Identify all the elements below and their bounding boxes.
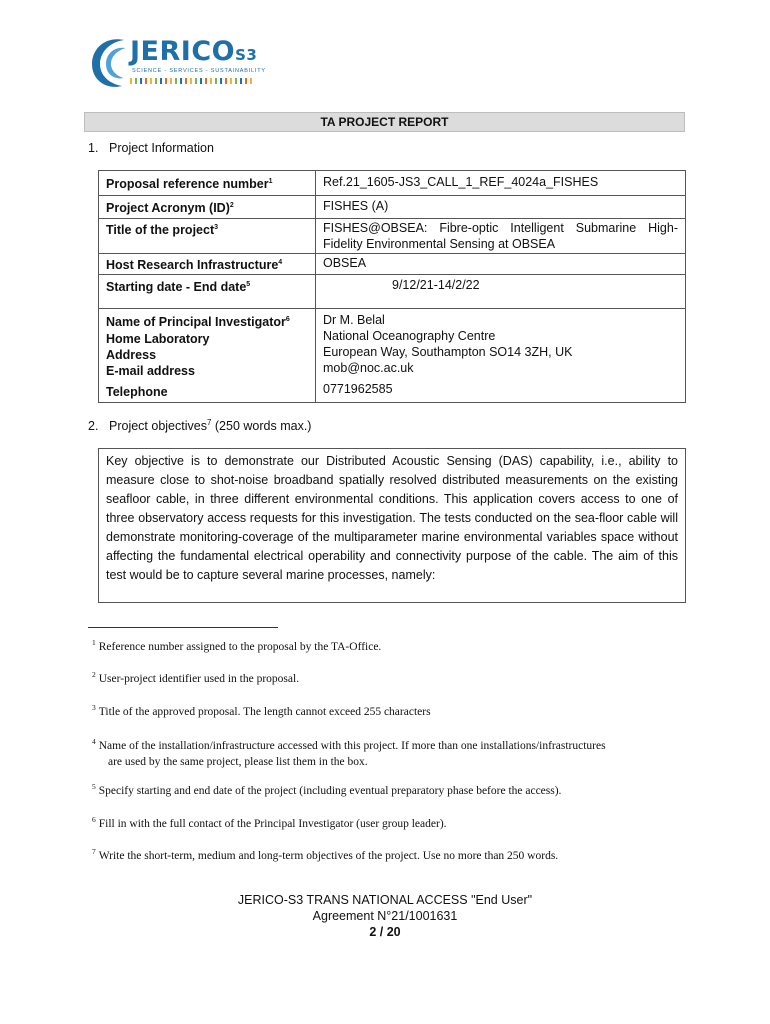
email-label: E-mail address [106, 363, 195, 378]
table-row [99, 196, 686, 219]
footer-line-1: JERICO-S3 TRANS NATIONAL ACCESS "End User" [237, 893, 533, 907]
row-label: Host Research Infrastructure$^4$ [99, 254, 316, 275]
project-info-table [98, 170, 686, 403]
objectives-text-box: Key objective is to demonstrate our Distributed Acoustic Sensing (DAS) capability, i.e., ability to measure close to shot-noise broadband spatially resolved distributed measurements on the existing seafloor cable, in three different environmental conditions. This application covers access to one of three observatory access requests for this investigation. The tests conducted on the sea-floor cable will demonstrate monitoring-coverage of the multiparameter marine environmental variables space without affecting the fundamental electrical operability and connectivity purpose of the cable. The aim of this test would be to capture several marine processes, namely: [98, 448, 686, 603]
footnote-7: $^7$ Write the short-term, medium and long-term objectives of the project. Use no more than 250 words. [92, 847, 559, 862]
table-row [99, 254, 686, 275]
row-value: OBSEA [316, 254, 686, 275]
row-value: 9/12/21-14/2/22 [316, 275, 686, 309]
home-lab-value: National Oceanography Centre [323, 329, 496, 344]
report-title: TA PROJECT REPORT [84, 112, 685, 132]
telephone-value: 0771962585 [323, 382, 393, 397]
row-value: FISHES@OBSEA: Fibre-optic Intelligent Submarine High-Fidelity Environmental Sensing at OBSEA [316, 219, 686, 254]
row-value: FISHES (A) [316, 196, 686, 219]
row-value: Ref.21_1605-JS3_CALL_1_REF_4024a_FISHES [316, 171, 686, 196]
pi-name-label: Name of Principal Investigator$^6$ [106, 315, 290, 330]
address-label: Address [106, 347, 157, 362]
page-number: 2 / 20 [369, 925, 401, 939]
address-value: European Way, Southampton SO14 3ZH, UK [323, 345, 573, 360]
pi-name-value: Dr M. Belal [323, 313, 385, 328]
telephone-label: Telephone [106, 384, 168, 399]
footnote-1: $^1$ Reference number assigned to the proposal by the TA-Office. [92, 638, 382, 653]
section-1-heading: 1. Project Information [88, 141, 214, 155]
footnote-3: $^3$ Title of the approved proposal. The length cannot exceed 255 characters [92, 703, 431, 718]
email-value: mob@noc.ac.uk [323, 361, 414, 376]
footnote-5: $^5$ Specify starting and end date of the project (including eventual preparatory phase before the access). [92, 782, 562, 797]
section-2-heading: 2. Project objectives$^7$ (250 words max.) [88, 418, 312, 434]
footer-line-2: Agreement N°21/1001631 [312, 909, 458, 923]
pi-labels [99, 309, 316, 402]
table-row [99, 219, 686, 254]
table-row [99, 171, 686, 196]
footnote-2: $^2$ User-project identifier used in the proposal. [92, 670, 300, 685]
page-footer [0, 892, 770, 940]
footnote-separator [88, 627, 278, 628]
table-row [99, 309, 686, 402]
row-label: Project Acronym (ID)$^2$ [99, 196, 316, 219]
logo-wordmark: JERICOS3 [130, 36, 258, 67]
logo-color-bars [130, 78, 252, 84]
home-lab-label: Home Laboratory [106, 331, 210, 346]
row-label: Starting date - End date$^5$ [99, 275, 316, 309]
swirl-logo-icon [90, 34, 130, 92]
footnote-4: $^4$ Name of the installation/infrastructure accessed with this project. If more than one installations/infrastructures are used by the same project, please list them in the box. [92, 737, 606, 768]
table-row [99, 275, 686, 309]
pi-values [316, 309, 686, 402]
footnote-6: $^6$ Fill in with the full contact of the Principal Investigator (user group leader). [92, 815, 447, 830]
row-label: Proposal reference number$^1$ [99, 171, 316, 196]
row-label: Title of the project$^3$ [99, 219, 316, 254]
jerico-logo [90, 34, 266, 92]
logo-tagline: SCIENCE - SERVICES - SUSTAINABILITY [132, 68, 266, 74]
